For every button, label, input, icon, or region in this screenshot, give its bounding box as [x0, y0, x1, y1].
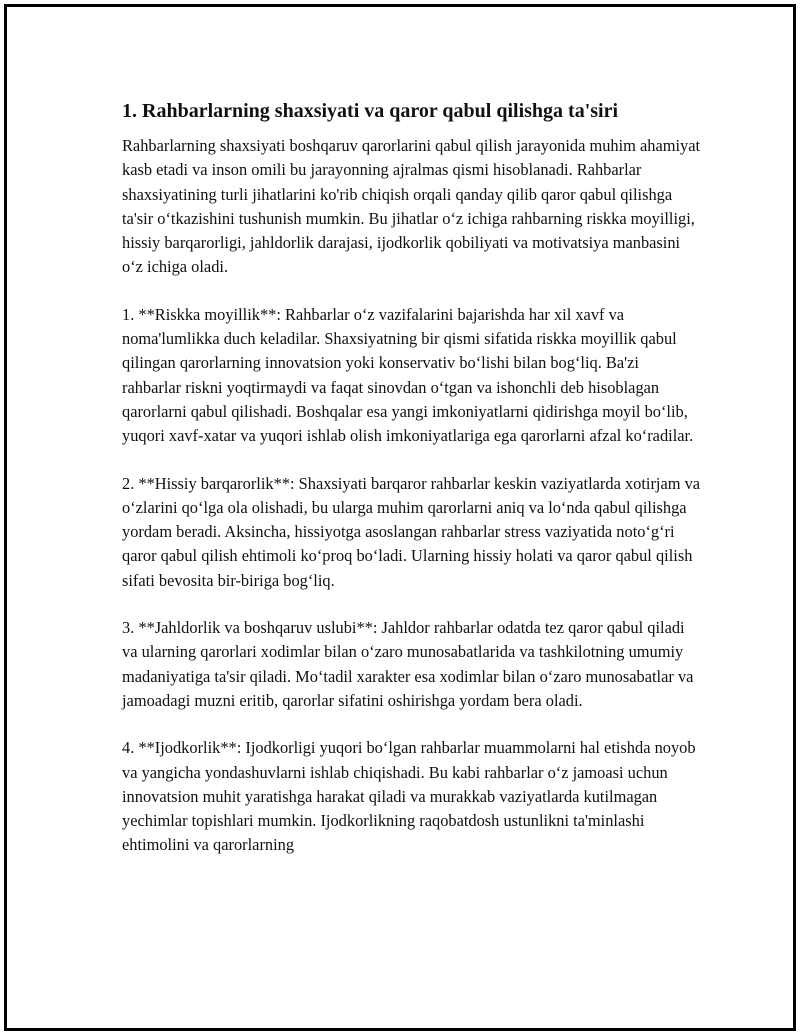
page-frame: [4, 4, 796, 1031]
document-body: [122, 97, 702, 881]
intro-paragraph: Rahbarlarning shaxsiyati boshqaruv qarorlarini qabul qilish jarayonida muhim ahamiyat kasb etadi va inson omili bu jarayonning ajralmas qismi hisoblanadi. Rahbarlar shaxsiyatining turli jihatlarini ko'rib chiqish orqali qanday qilib qaror qabul qilishga ta'sir oʻtkazishini tushunish mumkin. Bu jihatlar oʻz ichiga rahbarning riskka moyilligi, hissiy barqarorligi, jahldorlik darajasi, ijodkorlik qobiliyati va motivatsiya manbasini oʻz ichiga oladi.: [122, 136, 701, 277]
temper-paragraph: 3. **Jahldorlik va boshqaruv uslubi**: Jahldor rahbarlar odatda tez qaror qabul qiladi va ularning qarorlari xodimlar bilan oʻzaro munosabatlarida va tashkilotning umumiy madaniyatiga ta'sir qiladi. Moʻtadil xarakter esa xodimlar bilan oʻzaro munosabatlar va jamoadagi muzni eritib, qarorlar sifatini oshirishga yordam bera oladi.: [122, 618, 694, 710]
creativity-paragraph: 4. **Ijodkorlik**: Ijodkorligi yuqori boʻlgan rahbarlar muammolarni hal etishda noyob va yangicha yondashuvlarni ishlab chiqishadi. Bu kabi rahbarlar oʻz jamoasi uchun innovatsion muhit yaratishga harakat qiladi va murakkab vaziyatlarda kutilmagan yechimlar topishlari mumkin. Ijodkorlikning raqobatdosh ustunlikni ta'minlashi ehtimolini va qarorlarning: [122, 738, 696, 855]
risk-paragraph: 1. **Riskka moyillik**: Rahbarlar oʻz vazifalarini bajarishda har xil xavf va noma'lumlikka duch keladilar. Shaxsiyatning bir qismi sifatida riskka moyillik qabul qilingan qarorlarning innovatsion yoki konservativ boʻlishi bilan bogʻliq. Ba'zi rahbarlar riskni yoqtirmaydi va faqat sinovdan oʻtgan va ishonchli deb hisoblagan qarorlarni qabul qilishadi. Boshqalar esa yangi imkoniyatlarni qidirishga moyil boʻlib, yuqori xavf-xatar va yuqori ishlab olish imkoniyatlariga ega qarorlarni afzal koʻradilar.: [122, 304, 694, 446]
emotional-stability-paragraph: 2. **Hissiy barqarorlik**: Shaxsiyati barqaror rahbarlar keskin vaziyatlarda xotirjam va oʻzlarini qoʻlga ola olishadi, bu ularga muhim qarorlarni aniq va loʻnda qabul qilishga yordam beradi. Aksincha, hissiyotga asoslangan rahbarlar stress vaziyatida notoʻgʻri qaror qabul qilish ehtimoli koʻproq boʻladi. Ularning hissiy holati va qaror qabul qilish sifati bevosita bir-biriga bogʻliq.: [122, 473, 701, 590]
document-title: 1. Rahbarlarning shaxsiyati va qaror qabul qilishga ta'siri: [122, 100, 619, 122]
